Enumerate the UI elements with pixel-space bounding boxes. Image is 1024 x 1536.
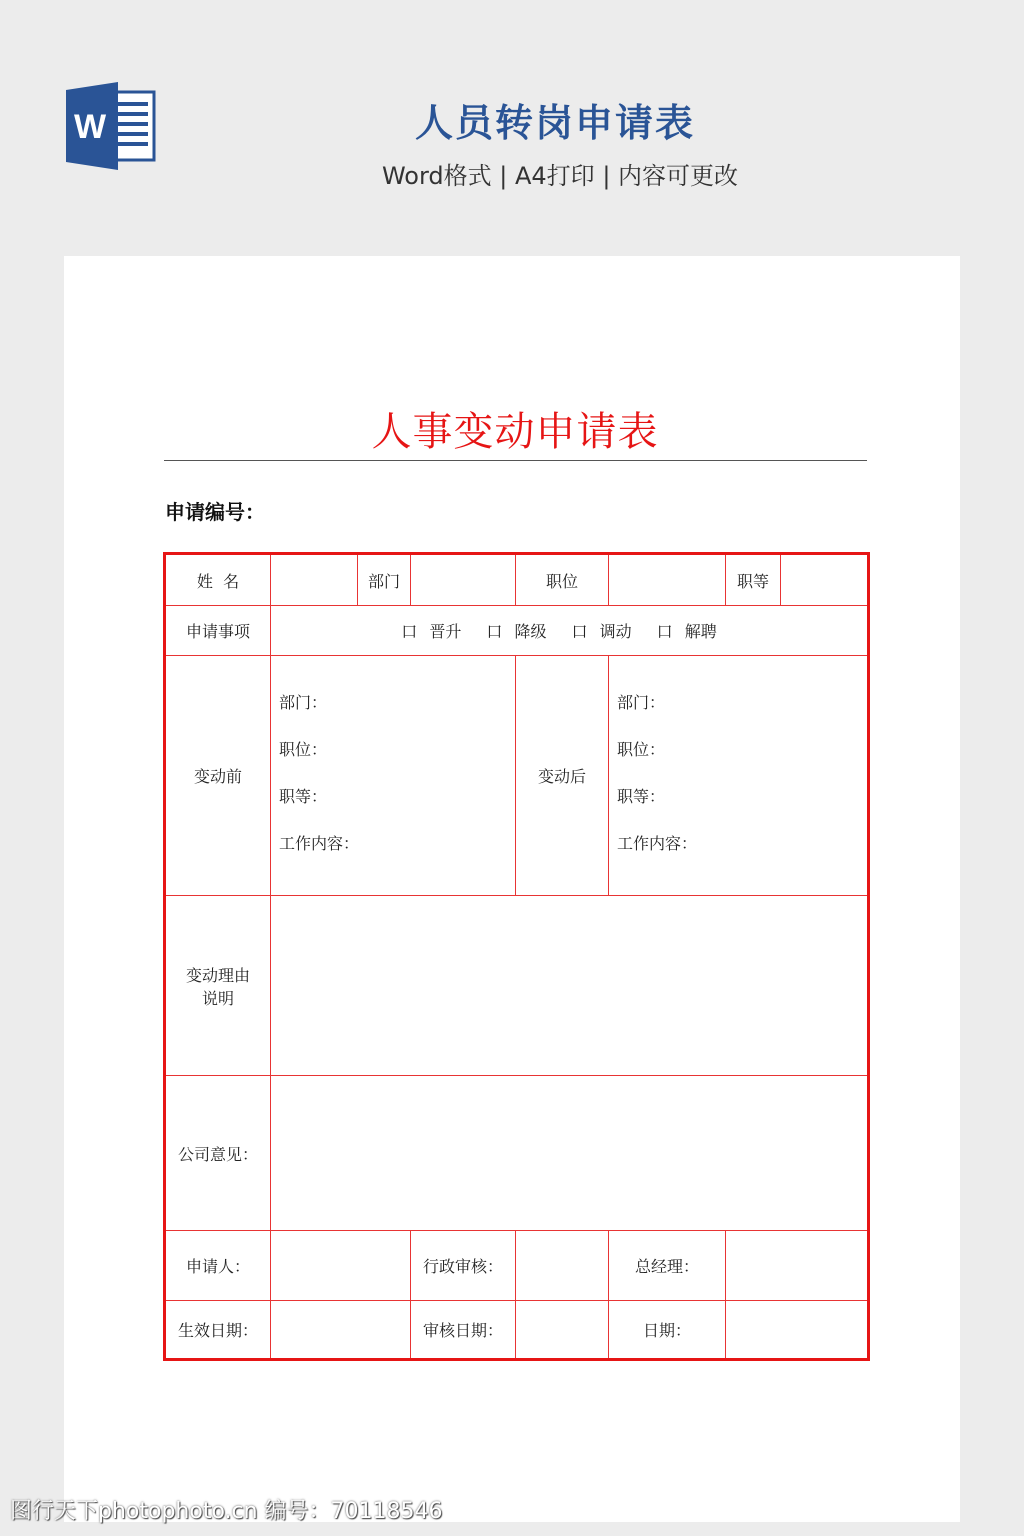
company-opinion-field[interactable] bbox=[271, 1076, 869, 1231]
company-opinion-row bbox=[165, 1076, 869, 1231]
date-label: 日期： bbox=[609, 1301, 726, 1360]
option-promotion[interactable] bbox=[401, 619, 461, 642]
after-change-label: 变动后 bbox=[516, 656, 609, 896]
option-transfer[interactable] bbox=[572, 619, 632, 642]
dept-label: 部门 bbox=[358, 554, 411, 606]
checkbox-icon[interactable]: 口 bbox=[486, 622, 503, 641]
after-duties-field: 工作内容： bbox=[617, 834, 698, 853]
reason-label bbox=[165, 896, 271, 1076]
signature-row bbox=[165, 1231, 869, 1301]
effective-date-label: 生效日期： bbox=[165, 1301, 271, 1360]
reason-label-line2: 说明 bbox=[201, 988, 234, 1008]
basic-info-row bbox=[165, 554, 869, 606]
applicant-label: 申请人： bbox=[165, 1231, 271, 1301]
before-change-fields[interactable] bbox=[271, 656, 516, 896]
admin-review-label: 行政审核： bbox=[411, 1231, 516, 1301]
option-dismissal[interactable] bbox=[657, 619, 717, 642]
applicant-field[interactable] bbox=[271, 1231, 411, 1301]
before-dept-field: 部门： bbox=[279, 693, 328, 712]
promo-title: 人员转岗申请表 bbox=[414, 101, 695, 145]
option-label: 晋升 bbox=[429, 622, 462, 641]
promo-subtitle: Word格式 | A4打印 | 内容可更改 bbox=[381, 162, 739, 190]
reason-row bbox=[165, 896, 869, 1076]
before-grade-field: 职等： bbox=[279, 787, 328, 806]
reason-field[interactable] bbox=[271, 896, 869, 1076]
svg-text:W: W bbox=[73, 108, 107, 146]
checkbox-icon[interactable]: 口 bbox=[571, 622, 588, 641]
after-change-fields[interactable] bbox=[609, 656, 869, 896]
grade-field[interactable] bbox=[781, 554, 869, 606]
date-row bbox=[165, 1301, 869, 1360]
option-demotion[interactable] bbox=[486, 619, 546, 642]
application-type-options bbox=[271, 606, 869, 656]
gm-field[interactable] bbox=[726, 1231, 869, 1301]
document-title: 人事变动申请表 bbox=[371, 409, 659, 455]
before-duties-field: 工作内容： bbox=[279, 834, 360, 853]
date-field[interactable] bbox=[726, 1301, 869, 1360]
option-label: 调动 bbox=[599, 622, 632, 641]
dept-field[interactable] bbox=[411, 554, 516, 606]
effective-date-field[interactable] bbox=[271, 1301, 411, 1360]
after-dept-field: 部门： bbox=[617, 693, 666, 712]
review-date-label: 审核日期： bbox=[411, 1301, 516, 1360]
option-label: 降级 bbox=[514, 622, 547, 641]
company-opinion-label: 公司意见： bbox=[165, 1076, 271, 1231]
name-label: 姓 名 bbox=[165, 554, 271, 606]
before-position-field: 职位： bbox=[279, 740, 328, 759]
review-date-field[interactable] bbox=[516, 1301, 609, 1360]
change-details-row bbox=[165, 656, 869, 896]
watermark-text: 图行天下photophoto.cn 编号：70118546 bbox=[10, 1499, 443, 1524]
application-number-label: 申请编号： bbox=[165, 500, 265, 524]
grade-label: 职等 bbox=[726, 554, 781, 606]
position-label: 职位 bbox=[516, 554, 609, 606]
after-position-field: 职位： bbox=[617, 740, 666, 759]
gm-label: 总经理： bbox=[609, 1231, 726, 1301]
application-type-row bbox=[165, 606, 869, 656]
option-label: 解聘 bbox=[684, 622, 717, 641]
personnel-change-form bbox=[163, 552, 870, 1361]
position-field[interactable] bbox=[609, 554, 726, 606]
before-change-label: 变动前 bbox=[165, 656, 271, 896]
checkbox-icon[interactable]: 口 bbox=[656, 622, 673, 641]
name-field[interactable] bbox=[271, 554, 358, 606]
checkbox-icon[interactable]: 口 bbox=[401, 622, 418, 641]
application-type-label: 申请事项 bbox=[165, 606, 271, 656]
reason-label-line1: 变动理由 bbox=[185, 965, 250, 985]
title-divider bbox=[164, 460, 867, 461]
after-grade-field: 职等： bbox=[617, 787, 666, 806]
admin-review-field[interactable] bbox=[516, 1231, 609, 1301]
